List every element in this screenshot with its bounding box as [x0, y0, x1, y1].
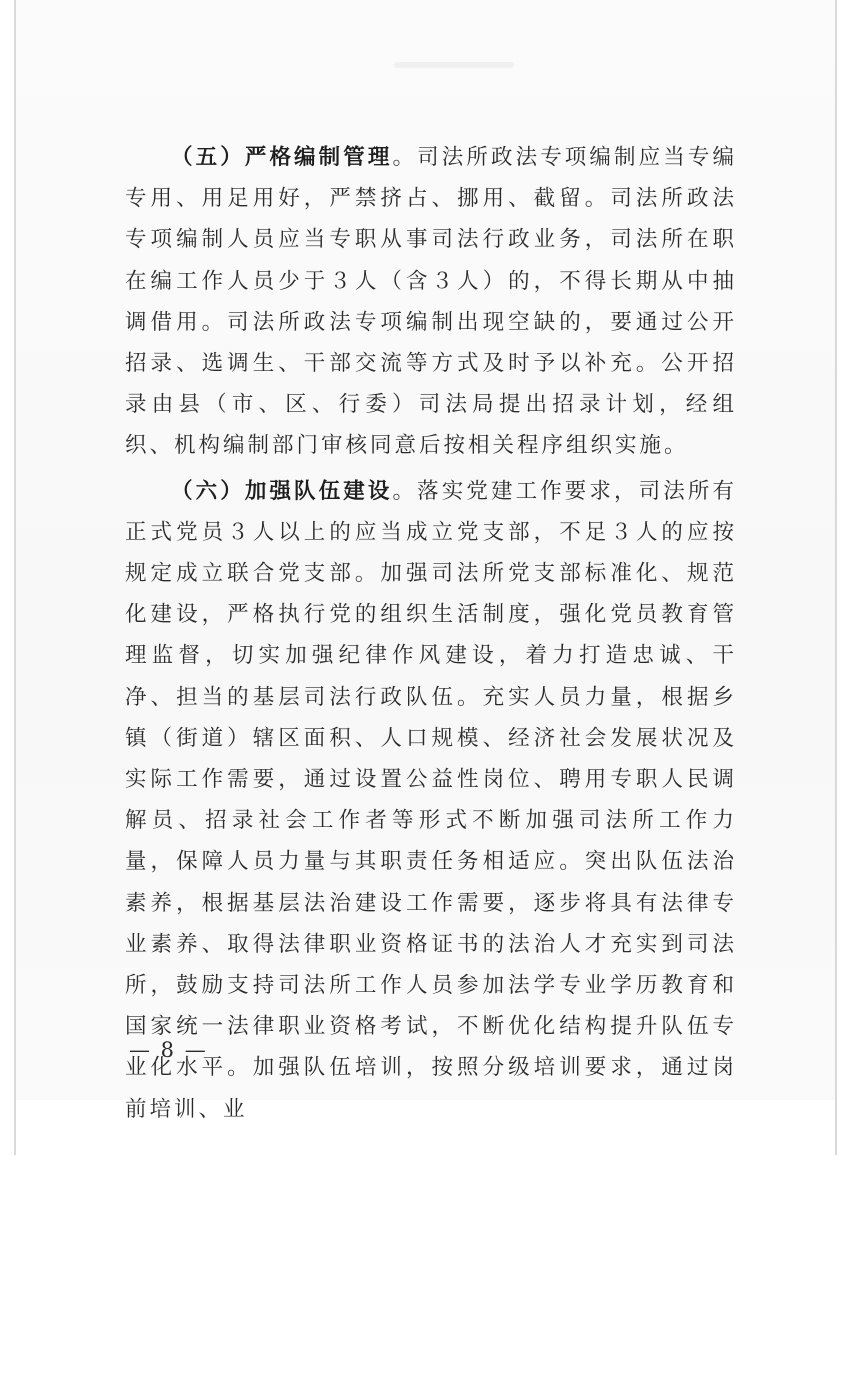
paragraph-team-building: [125, 471, 737, 1130]
paragraph-text: 。司法所政法专项编制应当专编专用、用足用好，严禁挤占、挪用、截留。司法所政法专项编制人员应当专职从事司法行政业务，司法所在职在编工作人员少于３人（含３人）的，不得长期从中抽调借用。司法所政法专项编制出现空缺的，要通过公开招录、选调生、干部交流等方式及时予以补充。公开招录由县（市、区、行委）司法局提出招录计划，经组织、机构编制部门审核同意后按相关程序组织实施。: [125, 145, 737, 459]
document-body: [125, 137, 737, 1130]
faint-header-mark: [394, 62, 514, 68]
paragraph-staffing-management: [125, 137, 737, 467]
page-number: — 8 —: [129, 1038, 208, 1062]
page-edge-right: [835, 0, 837, 1155]
paragraph-heading: （五）严格编制管理: [171, 145, 393, 170]
paragraph-heading: （六）加强队伍建设: [171, 478, 393, 504]
paragraph-text: 。落实党建工作要求，司法所有正式党员３人以上的应当成立党支部，不足３人的应按规定成立联合党支部。加强司法所党支部标准化、规范化建设，严格执行党的组织生活制度，强化党员教育管理监督，切实加强纪律作风建设，着力打造忠诚、干净、担当的基层司法行政队伍。充实人员力量，根据乡镇（街道）辖区面积、人口规模、经济社会发展状况及实际工作需要，通过设置公益性岗位、聘用专职人民调解员、招录社会工作者等形式不断加强司法所工作力量，保障人员力量与其职责任务相适应。突出队伍法治素养，根据基层法治建设工作需要，逐步将具有法律专业素养、取得法律职业资格证书的法治人才充实到司法所，鼓励支持司法所工作人员参加法学专业学历教育和国家统一法律职业资格考试，不断优化结构提升队伍专业化水平。加强队伍培训，按照分级培训要求，通过岗前培训、业: [125, 478, 737, 1122]
